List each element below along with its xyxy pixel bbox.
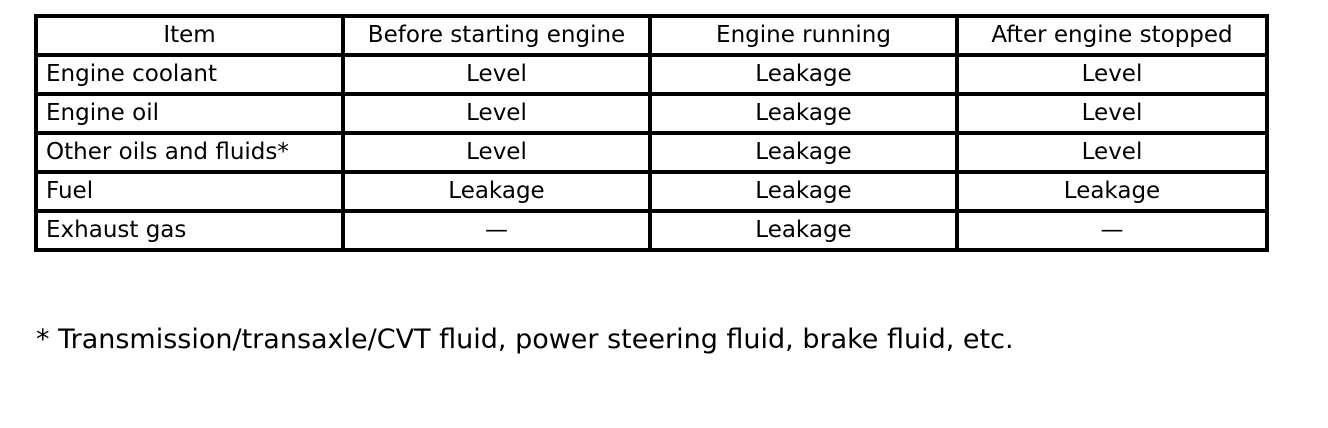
row-item-label: Engine oil bbox=[36, 94, 343, 133]
table-row bbox=[36, 55, 1267, 94]
row-item-label: Other oils and fluids* bbox=[36, 133, 343, 172]
column-header-item: Item bbox=[36, 16, 343, 55]
check-before-starting: Level bbox=[343, 133, 650, 172]
check-after-stopped: Level bbox=[957, 133, 1267, 172]
check-before-starting: Level bbox=[343, 55, 650, 94]
check-before-starting: — bbox=[343, 211, 650, 250]
table-row bbox=[36, 211, 1267, 250]
column-header-engine-running: Engine running bbox=[650, 16, 957, 55]
check-after-stopped: Leakage bbox=[957, 172, 1267, 211]
check-after-stopped: — bbox=[957, 211, 1267, 250]
check-before-starting: Leakage bbox=[343, 172, 650, 211]
row-item-label: Exhaust gas bbox=[36, 211, 343, 250]
inspection-table bbox=[34, 14, 1269, 252]
table-header-row bbox=[36, 16, 1267, 55]
table-row bbox=[36, 133, 1267, 172]
table-row bbox=[36, 94, 1267, 133]
check-before-starting: Level bbox=[343, 94, 650, 133]
footnote: * Transmission/transaxle/CVT fluid, power steering fluid, brake fluid, etc. bbox=[36, 324, 1014, 355]
check-engine-running: Leakage bbox=[650, 172, 957, 211]
check-engine-running: Leakage bbox=[650, 94, 957, 133]
check-engine-running: Leakage bbox=[650, 133, 957, 172]
check-after-stopped: Level bbox=[957, 94, 1267, 133]
row-item-label: Fuel bbox=[36, 172, 343, 211]
row-item-label: Engine coolant bbox=[36, 55, 343, 94]
table-row bbox=[36, 172, 1267, 211]
check-engine-running: Leakage bbox=[650, 211, 957, 250]
check-engine-running: Leakage bbox=[650, 55, 957, 94]
column-header-after-stopped: After engine stopped bbox=[957, 16, 1267, 55]
check-after-stopped: Level bbox=[957, 55, 1267, 94]
column-header-before-starting: Before starting engine bbox=[343, 16, 650, 55]
